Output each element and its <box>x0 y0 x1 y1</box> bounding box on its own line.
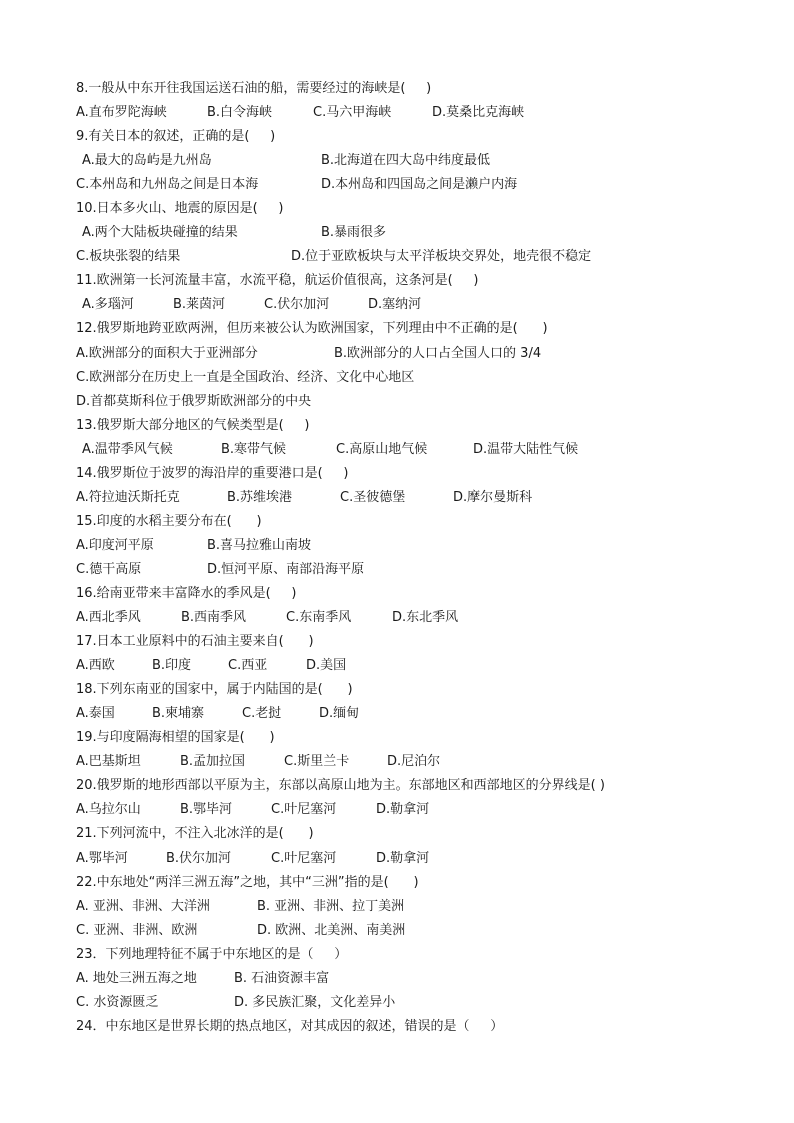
option-d: D.美国 <box>306 658 347 674</box>
question-stem: 9.有关日本的叙述，正确的是( ) <box>76 129 276 145</box>
option-c: C.老挝 <box>242 706 282 722</box>
options-row <box>76 173 726 197</box>
option-c: C.板块张裂的结果 <box>76 249 181 265</box>
options-row <box>76 558 726 582</box>
options-row <box>76 366 726 390</box>
option-d: D.恒河平原、南部沿海平原 <box>207 561 365 577</box>
option-a: A.印度河平原 <box>76 537 154 553</box>
options-row <box>76 919 726 943</box>
options-row <box>76 149 726 173</box>
question-stem: 23．下列地理特征不属于中东地区的是（ ） <box>76 946 348 962</box>
options-row <box>76 798 726 822</box>
options-row <box>76 750 726 774</box>
option-b: B.印度 <box>152 658 192 674</box>
option-c: C.德干高原 <box>76 561 142 577</box>
option-a: A.最大的岛屿是九州岛 <box>82 153 212 169</box>
options-row <box>76 486 726 510</box>
option-d: D.本州岛和四国岛之间是濑户内海 <box>321 177 518 193</box>
option-a: A.西欧 <box>76 658 115 674</box>
option-c: C.欧洲部分在历史上一直是全国政治、经济、文化中心地区 <box>76 369 415 385</box>
option-c: C. 亚洲、非洲、欧洲 <box>76 922 198 938</box>
option-b: B.北海道在四大岛中纬度最低 <box>321 153 491 169</box>
option-b: B.伏尔加河 <box>166 850 232 866</box>
question-stem: 12.俄罗斯地跨亚欧两洲，但历来被公认为欧洲国家，下列理由中不正确的是( ) <box>76 321 548 337</box>
options-row <box>76 390 726 414</box>
option-a: A.西北季风 <box>76 610 141 626</box>
options-row <box>76 101 726 125</box>
option-d: D.东北季风 <box>392 610 459 626</box>
options-row <box>76 293 726 317</box>
question-stem: 16.给南亚带来丰富降水的季风是( ) <box>76 585 297 601</box>
options-row <box>76 895 726 919</box>
option-a: A.泰国 <box>76 706 115 722</box>
option-d: D.首都莫斯科位于俄罗斯欧洲部分的中央 <box>76 393 312 409</box>
options-row <box>76 342 726 366</box>
options-row <box>76 534 726 558</box>
option-c: C.马六甲海峡 <box>313 105 392 121</box>
option-a: A.巴基斯坦 <box>76 754 141 770</box>
option-c: C.叶尼塞河 <box>271 850 337 866</box>
option-b: B. 石油资源丰富 <box>234 970 330 986</box>
option-d: D.缅甸 <box>319 706 360 722</box>
option-c: C. 水资源匮乏 <box>76 994 159 1010</box>
option-c: C.伏尔加河 <box>264 297 330 313</box>
option-a: A.两个大陆板块碰撞的结果 <box>82 225 238 241</box>
question-stem: 21.下列河流中，不注入北冰洋的是( ) <box>76 826 314 842</box>
options-row <box>76 702 726 726</box>
options-row <box>76 221 726 245</box>
option-b: B.柬埔寨 <box>152 706 205 722</box>
option-a: A.鄂毕河 <box>76 850 128 866</box>
options-row <box>76 654 726 678</box>
option-c: C.高原山地气候 <box>336 441 428 457</box>
question-stem: 14.俄罗斯位于波罗的海沿岸的重要港口是( ) <box>76 465 349 481</box>
option-d: D.摩尔曼斯科 <box>453 489 533 505</box>
option-b: B.寒带气候 <box>221 441 287 457</box>
option-a: A.温带季风气候 <box>82 441 173 457</box>
options-row <box>76 847 726 871</box>
option-b: B.孟加拉国 <box>180 754 246 770</box>
question-stem: 10.日本多火山、地震的原因是( ) <box>76 201 284 217</box>
option-d: D.莫桑比克海峡 <box>432 105 525 121</box>
option-b: B.莱茵河 <box>173 297 226 313</box>
options-row <box>76 438 726 462</box>
option-c: C.西亚 <box>228 658 268 674</box>
option-d: D.尼泊尔 <box>387 754 441 770</box>
option-a: A. 亚洲、非洲、大洋洲 <box>76 898 210 914</box>
question-stem: 22.中东地处“两洋三洲五海”之地，其中“三洲”指的是( ) <box>76 874 419 890</box>
option-b: B.白令海峡 <box>207 105 273 121</box>
question-stem: 8.一般从中东开往我国运送石油的船，需要经过的海峡是( ) <box>76 81 432 96</box>
option-a: A. 地处三洲五海之地 <box>76 970 197 986</box>
option-a: A.符拉迪沃斯托克 <box>76 489 180 505</box>
option-b: B.喜马拉雅山南坡 <box>207 537 312 553</box>
option-c: C.圣彼德堡 <box>340 489 406 505</box>
options-row <box>76 606 726 630</box>
option-a: A.乌拉尔山 <box>76 802 141 818</box>
question-stem: 20.俄罗斯的地形西部以平原为主，东部以高原山地为主。东部地区和西部地区的分界线是( ) <box>76 778 605 794</box>
option-a: A.欧洲部分的面积大于亚洲部分 <box>76 345 258 361</box>
option-b: B.西南季风 <box>181 610 247 626</box>
option-b: B.欧洲部分的人口占全国人口的 3/4 <box>334 345 542 361</box>
options-row <box>76 967 726 991</box>
option-b: B.暴雨很多 <box>321 225 387 241</box>
question-stem: 13.俄罗斯大部分地区的气候类型是( ) <box>76 417 310 433</box>
option-d: D.位于亚欧板块与太平洋板块交界处，地壳很不稳定 <box>291 249 592 265</box>
option-b: B.苏维埃港 <box>227 489 293 505</box>
question-stem: 11.欧洲第一长河流量丰富，水流平稳，航运价值很高，这条河是( ) <box>76 273 479 289</box>
option-d: D.塞纳河 <box>368 297 422 313</box>
question-stem: 24．中东地区是世界长期的热点地区，对其成因的叙述，错误的是（ ） <box>76 1018 504 1034</box>
option-c: C.叶尼塞河 <box>271 802 337 818</box>
question-stem: 17.日本工业原料中的石油主要来自( ) <box>76 634 314 650</box>
option-a: A.直布罗陀海峡 <box>76 105 167 121</box>
question-stem: 19.与印度隔海相望的国家是( ) <box>76 730 275 746</box>
option-c: C.东南季风 <box>286 610 352 626</box>
option-c: C.斯里兰卡 <box>284 754 350 770</box>
option-d: D.勒拿河 <box>376 850 430 866</box>
option-b: B.鄂毕河 <box>180 802 233 818</box>
exam-page <box>76 77 726 1039</box>
option-d: D.温带大陆性气候 <box>473 441 579 457</box>
option-a: A.多瑙河 <box>82 297 134 313</box>
question-stem: 15.印度的水稻主要分布在( ) <box>76 513 262 529</box>
option-b: B. 亚洲、非洲、拉丁美洲 <box>257 898 405 914</box>
question-stem: 18.下列东南亚的国家中，属于内陆国的是( ) <box>76 682 353 698</box>
option-d: D. 多民族汇聚，文化差异小 <box>234 994 396 1010</box>
options-row <box>76 245 726 269</box>
options-row <box>76 991 726 1015</box>
option-d: D. 欧洲、北美洲、南美洲 <box>257 922 406 938</box>
option-c: C.本州岛和九州岛之间是日本海 <box>76 177 259 193</box>
option-d: D.勒拿河 <box>376 802 430 818</box>
